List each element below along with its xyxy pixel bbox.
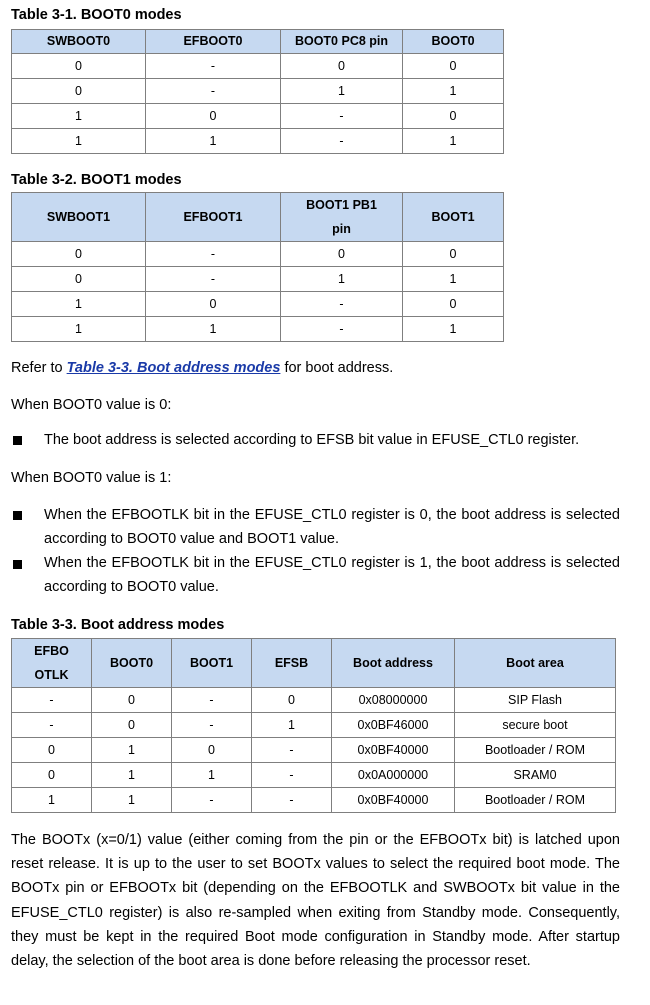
when-boot0-is-0: When BOOT0 value is 0:	[11, 397, 172, 413]
header-cell: EFBOOT1	[146, 193, 281, 242]
table-header-row	[12, 30, 504, 54]
refer-prefix: Refer to	[11, 360, 67, 376]
table-cell: 0	[12, 267, 146, 292]
header-cell: BOOT1	[403, 193, 504, 242]
table-cell: 1	[403, 317, 504, 342]
table-cell: 0	[172, 738, 252, 763]
table-cell: 0	[12, 763, 92, 788]
table-cell: 1	[92, 788, 172, 813]
square-bullet-icon	[13, 511, 22, 520]
table-cell: -	[281, 292, 403, 317]
table-cell: 1	[403, 129, 504, 154]
table-cell: 0	[403, 242, 504, 267]
table-cell: -	[281, 129, 403, 154]
table-row	[12, 688, 616, 713]
table-cell: 1	[172, 763, 252, 788]
bullet-efsb: The boot address is selected according to EFSB bit value in EFUSE_CTL0 register.	[44, 432, 580, 448]
table-cell: 0	[12, 54, 146, 79]
table-cell: -	[252, 788, 332, 813]
bullet-efbootlk-1: When the EFBOOTLK bit in the EFUSE_CTL0 register is 1, the boot address is selected according to BOOT0 value.	[44, 555, 620, 595]
table-cell: -	[12, 713, 92, 738]
table-cell: 1	[12, 129, 146, 154]
table-row	[12, 242, 504, 267]
table-cell: -	[146, 79, 281, 104]
table-cell: 0	[146, 104, 281, 129]
table-cell: 1	[252, 713, 332, 738]
refer-suffix: for boot address.	[280, 360, 394, 376]
boot-address-table-link[interactable]: Table 3-3. Boot address modes	[66, 360, 281, 376]
header-cell: EFSB	[252, 639, 332, 688]
table-cell: -	[172, 688, 252, 713]
table-cell: Bootloader / ROM	[455, 738, 616, 763]
table-cell: -	[252, 763, 332, 788]
closing-paragraph: The BOOTx (x=0/1) value (either coming from the pin or the EFBOOTx bit) is latched upon reset release. It is up to the user to set BOOTx values to select the required boot mode. The BOOTx pin or EFBOOTx bit (depending on the EFBOOTLK and SWBOOTx bit value in the EFUSE_CTL0 register) is also re-sampled when exiting from Standby mode. Consequently, they must be kept in the required Boot mode configuration in Standby mode. After startup delay, the selection of the boot area is done before releasing the processor reset.	[11, 832, 620, 970]
table-cell: -	[252, 738, 332, 763]
table-cell: 0	[403, 292, 504, 317]
header-cell: BOOT0	[403, 30, 504, 54]
table-cell: 0x0BF40000	[332, 788, 455, 813]
table-row	[12, 317, 504, 342]
table-header-row	[12, 193, 504, 242]
table-cell: -	[172, 713, 252, 738]
table-cell: -	[12, 688, 92, 713]
table-cell: 0	[12, 79, 146, 104]
square-bullet-icon	[13, 436, 22, 445]
table-row	[12, 54, 504, 79]
table-row	[12, 738, 616, 763]
square-bullet-icon	[13, 560, 22, 569]
table-cell: 0x0A000000	[332, 763, 455, 788]
header-cell: Boot address	[332, 639, 455, 688]
table-cell: SIP Flash	[455, 688, 616, 713]
table-cell: 1	[12, 317, 146, 342]
when-boot0-is-1: When BOOT0 value is 1:	[11, 470, 172, 486]
table-cell: 0x0BF46000	[332, 713, 455, 738]
boot1-modes-table	[11, 192, 504, 342]
table-cell: 0	[12, 738, 92, 763]
table-cell: SRAM0	[455, 763, 616, 788]
table-row	[12, 79, 504, 104]
header-cell: EFBOOTLK	[12, 639, 92, 688]
header-cell: SWBOOT1	[12, 193, 146, 242]
table-cell: Bootloader / ROM	[455, 788, 616, 813]
table-cell: 0	[403, 54, 504, 79]
boot0-modes-table	[11, 29, 504, 154]
table-cell: 0	[146, 292, 281, 317]
table-row	[12, 788, 616, 813]
table-cell: 0	[92, 713, 172, 738]
table-caption-boot0: Table 3-1. BOOT0 modes	[11, 7, 182, 23]
table-header-row	[12, 639, 616, 688]
table-cell: 0x0BF40000	[332, 738, 455, 763]
table-cell: -	[146, 54, 281, 79]
table-cell: 1	[403, 267, 504, 292]
table-cell: 1	[12, 292, 146, 317]
table-cell: 1	[281, 79, 403, 104]
header-cell: BOOT1	[172, 639, 252, 688]
table-cell: 1	[92, 763, 172, 788]
table-cell: 1	[146, 317, 281, 342]
header-cell: SWBOOT0	[12, 30, 146, 54]
table-cell: 1	[146, 129, 281, 154]
refer-paragraph	[11, 360, 393, 376]
header-cell: EFBOOT0	[146, 30, 281, 54]
table-cell: 0	[281, 54, 403, 79]
table-cell: 1	[403, 79, 504, 104]
table-row	[12, 129, 504, 154]
header-cell: BOOT0	[92, 639, 172, 688]
boot-address-modes-table	[11, 638, 616, 813]
table-cell: secure boot	[455, 713, 616, 738]
table-cell: -	[146, 242, 281, 267]
table-row	[12, 267, 504, 292]
table-cell: 0	[281, 242, 403, 267]
header-cell: BOOT0 PC8 pin	[281, 30, 403, 54]
table-cell: 1	[92, 738, 172, 763]
table-row	[12, 763, 616, 788]
table-row	[12, 292, 504, 317]
header-cell: Boot area	[455, 639, 616, 688]
bullet-efbootlk-0: When the EFBOOTLK bit in the EFUSE_CTL0 register is 0, the boot address is selected according to BOOT0 value and BOOT1 value.	[44, 507, 620, 547]
table-row	[12, 713, 616, 738]
table-caption-boot-address: Table 3-3. Boot address modes	[11, 617, 225, 633]
header-cell: BOOT1 PB1 pin	[281, 193, 403, 242]
table-cell: 0	[403, 104, 504, 129]
table-cell: 0	[252, 688, 332, 713]
table-cell: 0x08000000	[332, 688, 455, 713]
table-cell: -	[281, 104, 403, 129]
table-cell: -	[281, 317, 403, 342]
table-cell: -	[172, 788, 252, 813]
table-cell: 1	[12, 104, 146, 129]
table-cell: 0	[92, 688, 172, 713]
table-cell: 0	[12, 242, 146, 267]
table-caption-boot1: Table 3-2. BOOT1 modes	[11, 172, 182, 188]
table-row	[12, 104, 504, 129]
table-cell: 1	[281, 267, 403, 292]
table-cell: -	[146, 267, 281, 292]
table-cell: 1	[12, 788, 92, 813]
